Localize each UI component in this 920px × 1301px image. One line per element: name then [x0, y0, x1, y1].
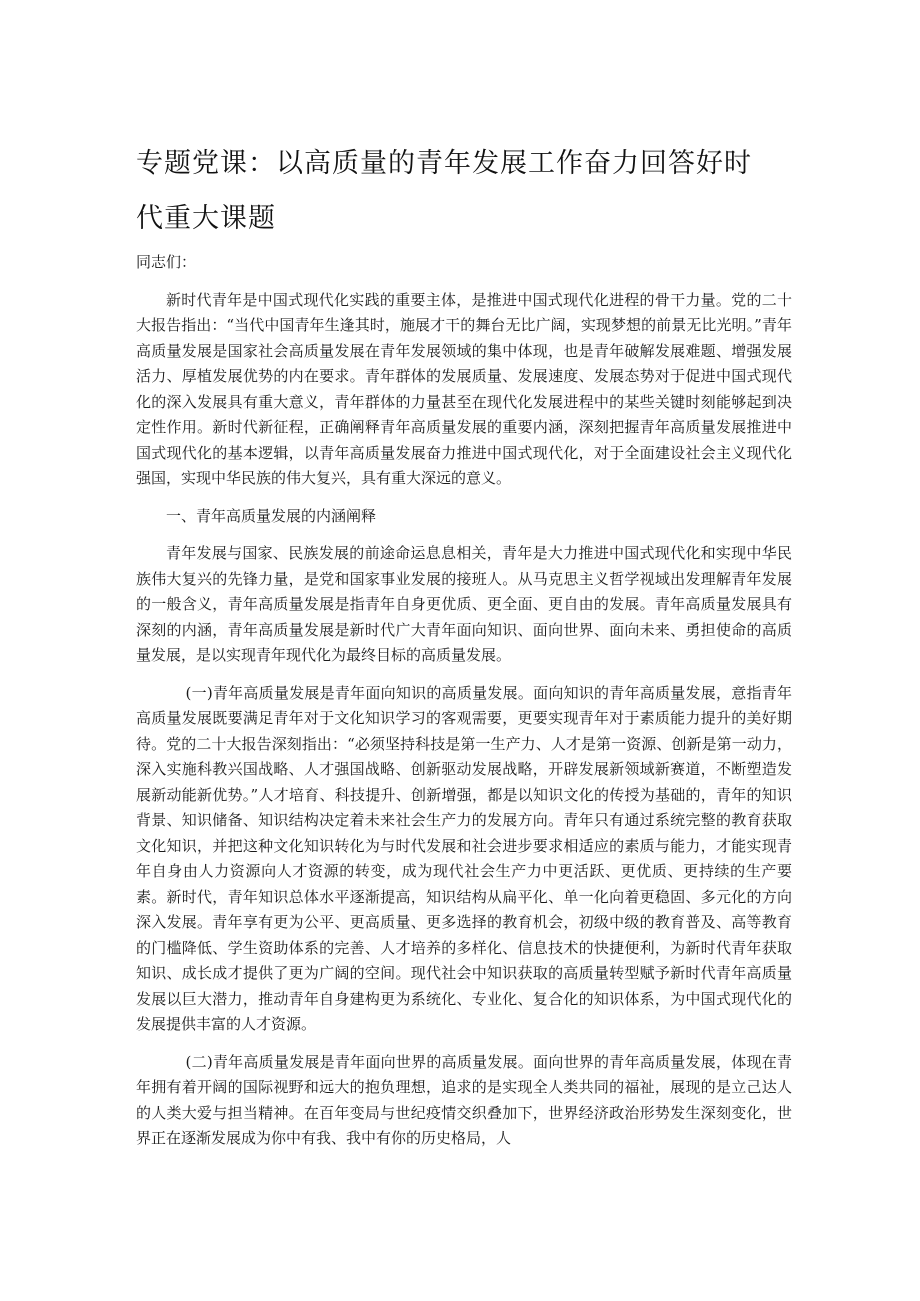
document-title-line-2: 代重大课题: [136, 203, 276, 234]
document-title: [136, 136, 796, 246]
subsection-2-paragraph: (二)青年高质量发展是青年面向世界的高质量发展。面向世界的青年高质量发展，体现在青年拥有着开阔的国际视野和远大的抱负理想，追求的是实现全人类共同的福祉，展现的是立己达人的人类大爱与担当精神。在百年变局与世纪疫情交织叠加下，世界经济政治形势发生深刻变化，世界正在逐渐发展成为你中有我、我中有你的历史格局，人: [136, 1052, 792, 1147]
document-body: [136, 250, 792, 1164]
section-1-paragraph: 青年发展与国家、民族发展的前途命运息息相关，青年是大力推进中国式现代化和实现中华民族伟大复兴的先锋力量，是党和国家事业发展的接班人。从马克思主义哲学视域出发理解青年发展的一般含义，青年高质量发展是指青年自身更优质、更全面、更自由的发展。青年高质量发展具有深刻的内涵，青年高质量发展是新时代广大青年面向知识、面向世界、面向未来、勇担使命的高质量发展，是以实现青年现代化为最终目标的高质量发展。: [136, 544, 792, 664]
intro-paragraph: 新时代青年是中国式现代化实践的重要主体，是推进中国式现代化进程的骨干力量。党的二十大报告指出：“当代中国青年生逢其时，施展才干的舞台无比广阔，实现梦想的前景无比光明。”青年高质量发展是国家社会高质量发展在青年发展领域的集中体现，也是青年破解发展难题、增强发展活力、厚植发展优势的内在要求。青年群体的发展质量、发展速度、发展态势对于促进中国式现代化的深入发展具有重大意义，青年群体的力量甚至在现代化发展进程中的某些关键时刻能够起到决定性作用。新时代新征程，正确阐释青年高质量发展的重要内涵，深刻把握青年高质量发展推进中国式现代化的基本逻辑，以青年高质量发展奋力推进中国式现代化，对于全面建设社会主义现代化强国，实现中华民族的伟大复兴，具有重大深远的意义。: [136, 290, 792, 487]
salutation: 同志们：: [136, 253, 197, 271]
document-title-line-1: 专题党课：以高质量的青年发展工作奋力回答好时: [136, 148, 752, 179]
section-heading-1: 一、青年高质量发展的内涵阐释: [166, 506, 377, 525]
subsection-1-paragraph: (一)青年高质量发展是青年面向知识的高质量发展。面向知识的青年高质量发展，意指青年高质量发展既要满足青年对于文化知识学习的客观需要，更要实现青年对于素质能力提升的美好期待。党的二十大报告深刻指出：“必须坚持科技是第一生产力、人才是第一资源、创新是第一动力，深入实施科教兴国战略、人才强国战略、创新驱动发展战略，开辟发展新领域新赛道，不断塑造发展新动能新优势。”人才培育、科技提升、创新增强，都是以知识文化的传授为基础的，青年的知识背景、知识储备、知识结构决定着未来社会生产力的发展方向。青年只有通过系统完整的教育获取文化知识，并把这种文化知识转化为与时代发展和社会进步要求相适应的素质与能力，才能实现青年自身由人力资源向人才资源的转变，成为现代社会生产力中更活跃、更优质、更持续的生产要素。新时代，青年知识总体水平逐渐提高，知识结构从扁平化、单一化向着更稳固、多元化的方向深入发展。青年享有更为公平、更高质量、更多选择的教育机会，初级中级的教育普及、高等教育的门槛降低、学生资助体系的完善、人才培养的多样化、信息技术的快捷便利，为新时代青年获取知识、成长成才提供了更为广阔的空间。现代社会中知识获取的高质量转型赋予新时代青年高质量发展以巨大潜力，推动青年自身建构更为系统化、专业化、复合化的知识体系，为中国式现代化的发展提供丰富的人才资源。: [136, 683, 792, 1033]
